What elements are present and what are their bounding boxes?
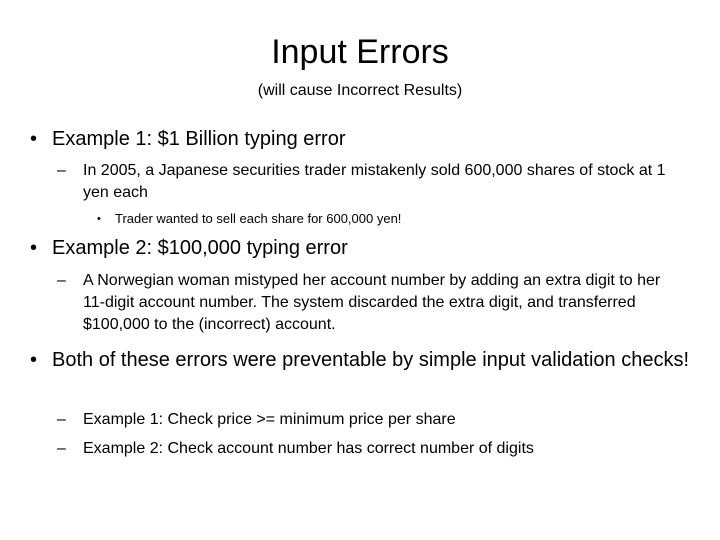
bullet-marker: • xyxy=(30,128,38,150)
dash-marker: – xyxy=(57,440,66,457)
bullet-text: Both of these errors were preventable by simple input validation checks! xyxy=(52,349,690,371)
bullet-marker: • xyxy=(30,237,38,259)
sub-bullet-text: In 2005, a Japanese securities trader mistakenly sold 600,000 shares of stock at 1 yen each xyxy=(83,162,666,201)
dash-marker: – xyxy=(57,162,66,179)
dash-marker: – xyxy=(57,411,66,428)
bullet-text: Example 1: $1 Billion typing error xyxy=(52,128,346,150)
slide-title: Input Errors xyxy=(271,33,449,71)
slide-subtitle: (will cause Incorrect Results) xyxy=(257,82,463,99)
sub-bullet-text: Example 1: Check price >= minimum price per share xyxy=(83,411,456,428)
sub-bullet-text: A Norwegian woman mistyped her account number by adding an extra digit to her 11-digit account number. The system discarded the extra digit, and transferred $100,000 to the (incorrect) account. xyxy=(83,272,661,333)
dash-marker: – xyxy=(57,272,66,289)
sub-sub-bullet-text: Trader wanted to sell each share for 600,000 yen! xyxy=(115,211,402,226)
bullet-marker: • xyxy=(30,349,38,371)
sub-bullet-text: Example 2: Check account number has correct number of digits xyxy=(83,440,534,457)
bullet-text: Example 2: $100,000 typing error xyxy=(52,237,348,259)
bullet-marker: • xyxy=(97,213,101,225)
